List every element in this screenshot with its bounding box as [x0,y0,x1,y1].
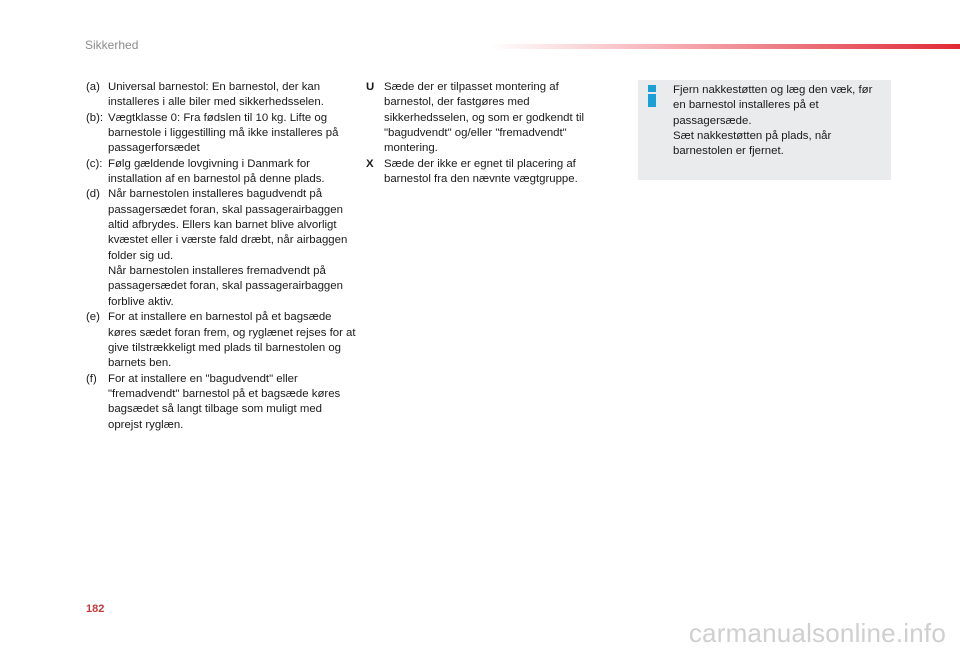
footnote-item [86,310,358,371]
definitions-column [366,80,611,187]
definition-item [366,157,611,188]
info-line: Sæt nakkestøtten på plads, når barnestolen er fjernet. [673,130,832,158]
footnote-item [86,187,358,310]
section-title: Sikkerhed [85,38,139,52]
info-icon [646,84,658,108]
info-line: Fjern nakkestøtten og læg den væk, før en barnestol installeres på et passagersæde. [673,84,873,127]
watermark: carmanualsonline.info [688,618,946,648]
footnote-key: (e) [86,311,100,324]
info-box [638,80,891,180]
definition-key: U [366,81,375,93]
footnote-key: (d) [86,188,100,201]
footnote-text: Vægtklasse 0: Fra fødslen til 10 kg. Lifte og barnestole i liggestilling må ikke installeres på passagerforsædet [108,111,339,155]
footnote-key: (f) [86,372,97,385]
page-number: 182 [86,603,105,615]
footnote-key: (b): [86,111,104,124]
footnotes-column [86,80,358,433]
footnote-text: For at installere en "bagudvendt" eller "fremadvendt" barnestol på et bagsæde køres bagsædet så langt tilbage som muligt med oprejst ryglæn. [108,372,341,431]
footnote-text: Universal barnestol: En barnestol, der kan installeres i alle biler med sikkerhedsselen. [108,81,324,109]
footnote-item [86,80,358,111]
footnote-text: For at installere en barnestol på et bagsæde køres sædet foran frem, og ryglænet rejses for at give tilstrækkeligt med plads til barnestolen og barnets ben. [108,311,356,370]
info-text [673,83,883,160]
header-accent-bar [490,44,960,49]
footnote-text: Følg gældende lovgivning i Danmark for installation af en barnestol på denne plads. [108,157,325,186]
footnote-key: (c): [86,157,103,170]
footnote-text-group [108,187,358,310]
definition-key: X [366,157,374,170]
definition-text: Sæde der ikke er egnet til placering af barnestol fra den nævnte vægtgruppe. [384,157,578,186]
footnote-item [86,111,358,157]
footnote-text: Når barnestolen installeres fremadvendt på passagersædet foran, skal passagerairbaggen forblive aktiv. [108,265,343,308]
footnote-text: Når barnestolen installeres bagudvendt på passagersædet foran, skal passagerairbaggen altid afbrydes. Ellers kan barnet blive alvorligt kvæstet eller i værste fald dræbt, når airbaggen folder sig ud. [108,188,348,262]
footnote-item [86,372,358,433]
footnote-item [86,157,358,188]
definition-text: Sæde der er tilpasset montering af barnestol, der fastgøres med sikkerhedsselen, og som er godkendt til "bagudvendt" og/eller "fremadvendt" montering. [384,81,585,155]
footnote-key: (a) [86,81,100,93]
definition-item [366,80,611,157]
